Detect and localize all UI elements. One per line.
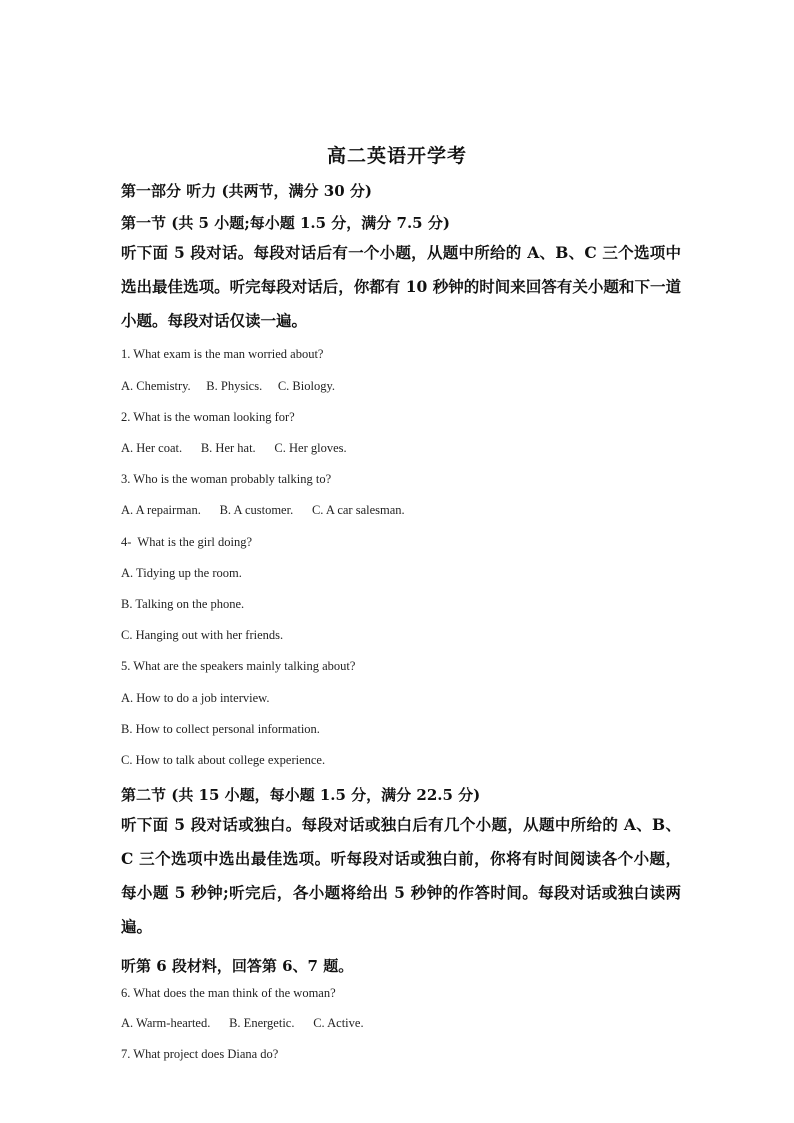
question-line: C. How to talk about college experience.	[121, 753, 326, 767]
question-line: 5. What are the speakers mainly talking about?	[121, 659, 356, 673]
question-line: 7. What project does Diana do?	[121, 1047, 279, 1061]
page-title: 高二英语开学考	[326, 145, 467, 167]
question-line: C. Hanging out with her friends.	[121, 628, 284, 642]
question-line: 1. What exam is the man worried about?	[121, 347, 324, 361]
question-line: B. How to collect personal information.	[121, 722, 320, 736]
section2-instructions: 听下面 5 段对话或独白。每段对话或独白后有几个小题，从题中所给的 A、B、C 三个选项中选出最佳选项。听每段对话或独白前，你将有时间阅读各个小题，每小题 5 秒钟;听完后，各小题将给出 5 秒钟的作答时间。每段对话或独白读两遍。	[121, 815, 681, 936]
question-line: 6. What does the man think of the woman?	[121, 986, 336, 1000]
question-line: 3. Who is the woman probably talking to?	[121, 472, 332, 486]
section1-instructions: 听下面 5 段对话。每段对话后有一个小题，从题中所给的 A、B、C 三个选项中选出最佳选项。听完每段对话后，你都有 10 秒钟的时间来回答有关小题和下一道小题。每段对话仅读一遍。	[121, 243, 681, 330]
question-line: A. Chemistry. B. Physics. C. Biology.	[121, 379, 336, 393]
material6-heading: 听第 6 段材料，回答第 6、7 题。	[121, 957, 354, 975]
question-line: A. Tidying up the room.	[121, 566, 242, 580]
question-line: A. A repairman. B. A customer. C. A car salesman.	[121, 503, 405, 517]
section2-heading: 第二节 (共 15 小题，每小题 1.5 分，满分 22.5 分)	[121, 786, 481, 804]
part1-heading: 第一部分 听力 (共两节，满分 30 分)	[121, 182, 372, 200]
question-line: A. Warm-hearted. B. Energetic. C. Active.	[121, 1016, 364, 1030]
question-line: 4- What is the girl doing?	[121, 535, 252, 549]
question-line: B. Talking on the phone.	[121, 597, 245, 611]
section1-heading: 第一节 (共 5 小题;每小题 1.5 分，满分 7.5 分)	[121, 214, 450, 232]
question-line: A. How to do a job interview.	[121, 691, 270, 705]
question-line: 2. What is the woman looking for?	[121, 410, 295, 424]
question-line: A. Her coat. B. Her hat. C. Her gloves.	[121, 441, 347, 455]
